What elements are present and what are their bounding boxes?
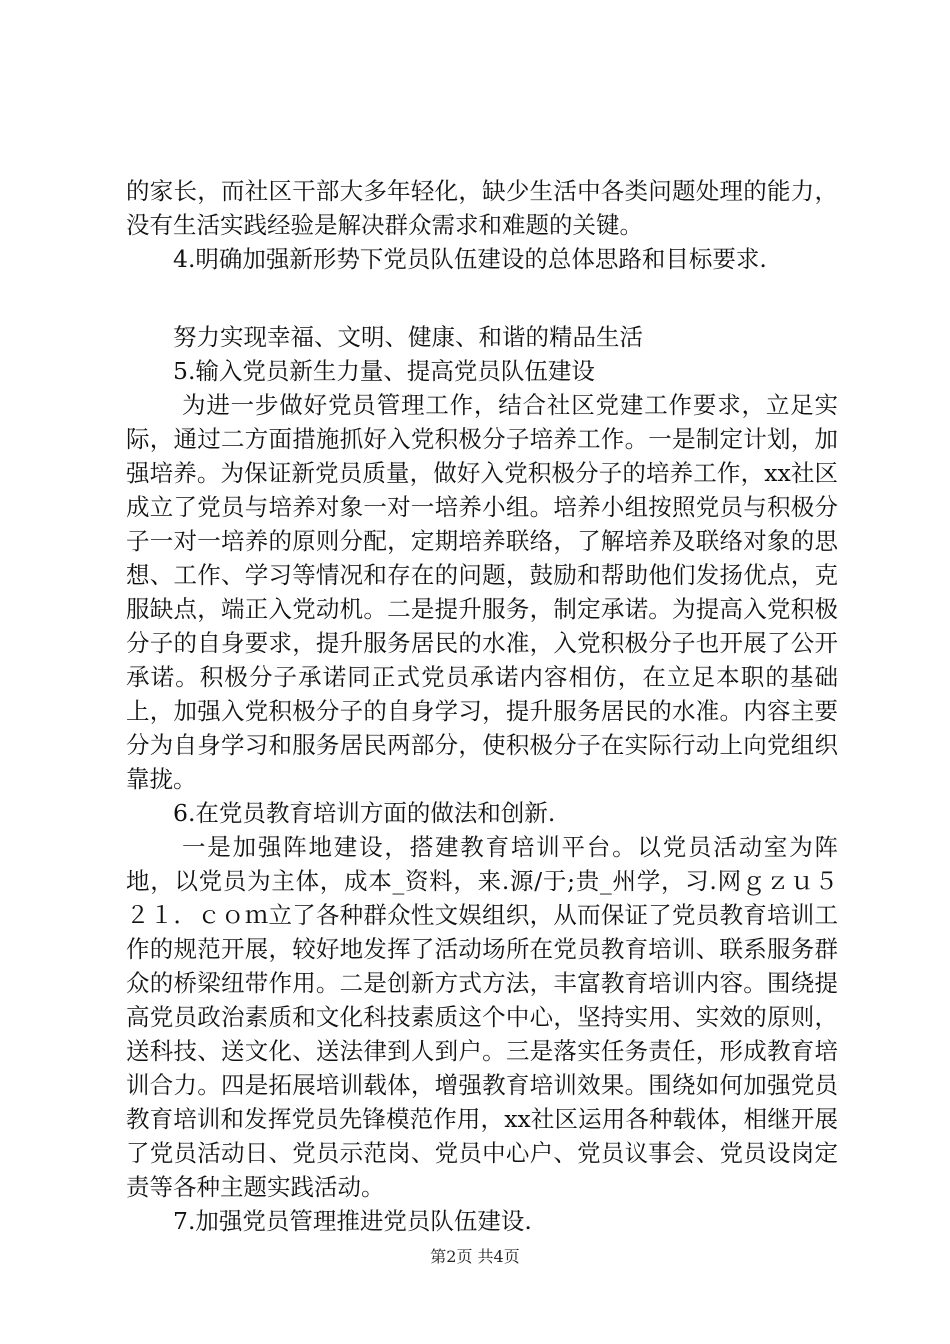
paragraph-goal: 努力实现幸福、文明、健康、和谐的精品生活: [173, 323, 643, 351]
heading-item-5: 5.输入党员新生力量、提高党员队伍建设: [173, 357, 595, 385]
paragraph-continuation: 的家长，而社区干部大多年轻化，缺少生活中各类问题处理的能力，没有生活实践经验是解决群众需求和难题的关键。: [126, 177, 838, 239]
heading-item-4: 4.明确加强新形势下党员队伍建设的总体思路和目标要求.: [173, 245, 767, 273]
paragraph-gap: [126, 276, 838, 320]
page-footer: 第2页 共4页: [430, 1247, 520, 1266]
document-body: [126, 174, 838, 1238]
paragraph-party-recruitment: 为进一步做好党员管理工作，结合社区党建工作要求，立足实际，通过二方面措施抓好入党积极分子培养工作。一是制定计划，加强培养。为保证新党员质量，做好入党积极分子的培养工作，xx社区成立了党员与培养对象一对一培养小组。培养小组按照党员与积极分子一对一培养的原则分配，定期培养联络，了解培养及联络对象的思想、工作、学习等情况和存在的问题，鼓励和帮助他们发扬优点，克服缺点，端正入党动机。二是提升服务，制定承诺。为提高入党积极分子的自身要求，提升服务居民的水准，入党积极分子也开展了公开承诺。积极分子承诺同正式党员承诺内容相仿，在立足本职的基础上，加强入党积极分子的自身学习，提升服务居民的水准。内容主要分为自身学习和服务居民两部分，使积极分子在实际行动上向党组织靠拢。: [126, 391, 838, 793]
heading-item-6: 6.在党员教育培训方面的做法和创新.: [173, 799, 556, 827]
heading-item-7: 7.加强党员管理推进党员队伍建设.: [173, 1207, 532, 1235]
paragraph-education-training: 一是加强阵地建设，搭建教育培训平台。以党员活动室为阵地，以党员为主体，成本_资料，来.源/于;贵_州学，习.网ｇｚｕ５２１．ｃｏｍ立了各种群众性文娱组织，从而保证了党员教育培训工作的规范开展，较好地发挥了活动场所在党员教育培训、联系服务群众的桥梁纽带作用。二是创新方式方法，丰富教育培训内容。围绕提高党员政治素质和文化科技素质这个中心，坚持实用、实效的原则，送科技、送文化、送法律到人到户。三是落实任务责任，形成教育培训合力。四是拓展培训载体，增强教育培训效果。围绕如何加强党员教育培训和发挥党员先锋模范作用，xx社区运用各种载体，相继开展了党员活动日、党员示范岗、党员中心户、党员议事会、党员设岗定责等各种主题实践活动。: [126, 833, 838, 1201]
